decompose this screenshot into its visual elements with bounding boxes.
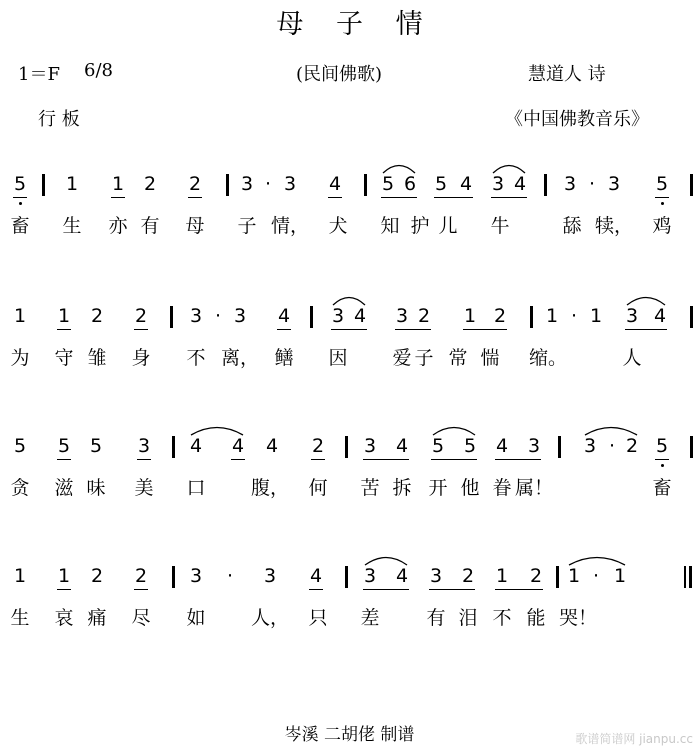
note: 3 [395, 305, 409, 327]
note: 2 [493, 305, 507, 327]
barline [172, 566, 175, 588]
note: 5 [381, 173, 395, 195]
beam-underline [395, 329, 431, 330]
lyric-syllable: 有 [140, 215, 160, 237]
note: 4 [653, 305, 667, 327]
beam-underline [495, 589, 543, 590]
note: 5 [655, 173, 669, 195]
genre-label: (民间佛歌) [296, 64, 383, 85]
note: 1 [495, 565, 509, 587]
lyric-syllable: 何 [308, 477, 328, 499]
note: 2 [134, 305, 148, 327]
slur-arc [626, 294, 666, 306]
note: 1 [567, 565, 581, 587]
beam-underline [328, 197, 342, 198]
lyric-syllable: 因 [328, 347, 348, 369]
barline [690, 306, 693, 328]
beam-underline [463, 329, 507, 330]
note: 4 [395, 435, 409, 457]
note: · [608, 435, 616, 457]
lyric-syllable: 腹， [250, 477, 290, 499]
lyric-syllable: 舔 [562, 215, 582, 237]
lyric-syllable: 痛 [87, 607, 107, 629]
note: 4 [189, 435, 203, 457]
barline [690, 436, 693, 458]
lyric-syllable: 为 [10, 347, 30, 369]
note: 6 [403, 173, 417, 195]
beam-underline [231, 459, 245, 460]
lyric-syllable: 母 [185, 215, 205, 237]
tempo-marking: 行 板 [38, 109, 80, 130]
note: 1 [13, 305, 27, 327]
note: 2 [90, 565, 104, 587]
lyric-syllable: 犬 [328, 215, 348, 237]
barline [42, 174, 45, 196]
note: 4 [513, 173, 527, 195]
lyric-syllable: 亦 [108, 215, 128, 237]
lyric-syllable: 有 [426, 607, 446, 629]
note: 3 [625, 305, 639, 327]
note: 2 [188, 173, 202, 195]
lyric-syllable: 离， [220, 347, 260, 369]
slur-arc [432, 424, 476, 436]
beam-underline [111, 197, 125, 198]
lyric-syllable: 雏 [87, 347, 107, 369]
barline [345, 436, 348, 458]
key-signature: 1＝F [18, 64, 60, 85]
note: 3 [607, 173, 621, 195]
note: 4 [265, 435, 279, 457]
note: 3 [233, 305, 247, 327]
lyric-syllable: 生 [62, 215, 82, 237]
note: 3 [527, 435, 541, 457]
lyric-syllable: 不 [186, 347, 206, 369]
lyric-syllable: 属！ [514, 477, 554, 499]
lyric-syllable: 差 [360, 607, 380, 629]
note: 3 [429, 565, 443, 587]
lyric-syllable: 爱 [392, 347, 412, 369]
arranger-credit: 岑溪 二胡佬 制谱 [284, 725, 415, 745]
lyric-syllable: 口 [186, 477, 206, 499]
time-signature: 6/8 [84, 60, 113, 81]
final-barline [684, 566, 686, 588]
note: 5 [57, 435, 71, 457]
lyric-syllable: 尽 [131, 607, 151, 629]
lyric-syllable: 哀 [54, 607, 74, 629]
beam-underline [363, 459, 409, 460]
note: 1 [463, 305, 477, 327]
song-title: 母 子 情 [276, 9, 435, 40]
barline [170, 306, 173, 328]
lyric-syllable: 美 [134, 477, 154, 499]
note: 3 [363, 565, 377, 587]
note: 4 [309, 565, 323, 587]
beam-underline [363, 589, 409, 590]
note: 3 [331, 305, 345, 327]
note: 4 [231, 435, 245, 457]
lyric-syllable: 滋 [54, 477, 74, 499]
barline [530, 306, 533, 328]
lyric-syllable: 能 [526, 607, 546, 629]
final-barline [689, 566, 692, 588]
barline [690, 174, 693, 196]
note: 3 [283, 173, 297, 195]
note: 3 [563, 173, 577, 195]
note: 4 [395, 565, 409, 587]
lyric-syllable: 牛 [490, 215, 510, 237]
lyric-syllable: 他 [460, 477, 480, 499]
beam-underline [434, 197, 473, 198]
low-octave-dot [661, 464, 664, 467]
lyric-syllable: 知 [380, 215, 400, 237]
note: 3 [189, 565, 203, 587]
note: 5 [89, 435, 103, 457]
lyric-syllable: 畜 [10, 215, 30, 237]
beam-underline [134, 329, 148, 330]
note: 3 [263, 565, 277, 587]
lyric-syllable: 子 [237, 215, 257, 237]
note: 1 [613, 565, 627, 587]
beam-underline [57, 589, 71, 590]
lyric-syllable: 缩。 [528, 347, 568, 369]
beam-underline [381, 197, 417, 198]
note: 5 [13, 435, 27, 457]
note: 5 [434, 173, 448, 195]
note: 5 [431, 435, 445, 457]
beam-underline [309, 589, 323, 590]
note: 5 [655, 435, 669, 457]
note: 1 [13, 565, 27, 587]
beam-underline [431, 459, 477, 460]
note: 3 [491, 173, 505, 195]
lyric-syllable: 眷 [492, 477, 512, 499]
barline [364, 174, 367, 196]
note: · [592, 565, 600, 587]
note: 4 [328, 173, 342, 195]
note: · [570, 305, 578, 327]
barline [172, 436, 175, 458]
note: 1 [65, 173, 79, 195]
note: 4 [495, 435, 509, 457]
lyric-syllable: 泪 [458, 607, 478, 629]
note: 5 [463, 435, 477, 457]
lyric-syllable: 情， [270, 215, 310, 237]
beam-underline [491, 197, 527, 198]
lyric-syllable: 哭！ [558, 607, 598, 629]
beam-underline [134, 589, 148, 590]
note: 3 [363, 435, 377, 457]
beam-underline [655, 197, 669, 198]
note: 2 [417, 305, 431, 327]
barline [558, 436, 561, 458]
note: · [214, 305, 222, 327]
slur-arc [382, 162, 416, 174]
note: 3 [583, 435, 597, 457]
lyric-syllable: 犊， [594, 215, 634, 237]
barline [345, 566, 348, 588]
note: 4 [277, 305, 291, 327]
beam-underline [495, 459, 541, 460]
note: 2 [625, 435, 639, 457]
barline [556, 566, 559, 588]
lyric-syllable: 鳝 [274, 347, 294, 369]
note: 3 [189, 305, 203, 327]
lyric-syllable: 只 [308, 607, 328, 629]
lyric-syllable: 开 [428, 477, 448, 499]
lyric-syllable: 如 [186, 607, 206, 629]
note: 2 [461, 565, 475, 587]
lyric-syllable: 人 [622, 347, 642, 369]
lyric-syllable: 惴 [480, 347, 500, 369]
beam-underline [311, 459, 325, 460]
note: 4 [353, 305, 367, 327]
slur-arc [364, 554, 408, 566]
beam-underline [57, 329, 71, 330]
lyric-syllable: 味 [86, 477, 106, 499]
barline [310, 306, 313, 328]
lyric-syllable: 苦 [360, 477, 380, 499]
source-label: 《中国佛教音乐》 [505, 109, 649, 130]
lyric-syllable: 生 [10, 607, 30, 629]
barline [226, 174, 229, 196]
lyric-syllable: 拆 [392, 477, 412, 499]
beam-underline [625, 329, 667, 330]
note: 1 [111, 173, 125, 195]
lyric-syllable: 不 [492, 607, 512, 629]
lyric-syllable: 常 [448, 347, 468, 369]
lyricist-label: 慧道人 诗 [528, 64, 606, 85]
note: 1 [57, 565, 71, 587]
lyric-syllable: 护 [410, 215, 430, 237]
note: 2 [143, 173, 157, 195]
note: 5 [13, 173, 27, 195]
beam-underline [137, 459, 151, 460]
beam-underline [13, 197, 27, 198]
note: 4 [459, 173, 473, 195]
lyric-syllable: 守 [54, 347, 74, 369]
beam-underline [655, 459, 669, 460]
lyric-syllable: 人， [250, 607, 290, 629]
note: 2 [529, 565, 543, 587]
beam-underline [188, 197, 202, 198]
slur-arc [190, 424, 244, 436]
slur-arc [568, 554, 626, 566]
note: 2 [134, 565, 148, 587]
beam-underline [57, 459, 71, 460]
slur-arc [584, 424, 638, 436]
lyric-syllable: 畜 [652, 477, 672, 499]
slur-arc [492, 162, 526, 174]
site-watermark: 歌谱简谱网 jianpu.cc [575, 732, 693, 746]
lyric-syllable: 子 [414, 347, 434, 369]
barline [544, 174, 547, 196]
note: · [264, 173, 272, 195]
note: 2 [90, 305, 104, 327]
lyric-syllable: 贪 [10, 477, 30, 499]
lyric-syllable: 鸡 [652, 215, 672, 237]
note: 2 [311, 435, 325, 457]
lyric-syllable: 儿 [438, 215, 458, 237]
beam-underline [331, 329, 367, 330]
low-octave-dot [19, 202, 22, 205]
beam-underline [429, 589, 475, 590]
note: 1 [589, 305, 603, 327]
slur-arc [332, 294, 366, 306]
note: · [226, 565, 234, 587]
note: · [588, 173, 596, 195]
note: 1 [545, 305, 559, 327]
low-octave-dot [661, 202, 664, 205]
note: 1 [57, 305, 71, 327]
lyric-syllable: 身 [131, 347, 151, 369]
beam-underline [277, 329, 291, 330]
note: 3 [137, 435, 151, 457]
note: 3 [240, 173, 254, 195]
